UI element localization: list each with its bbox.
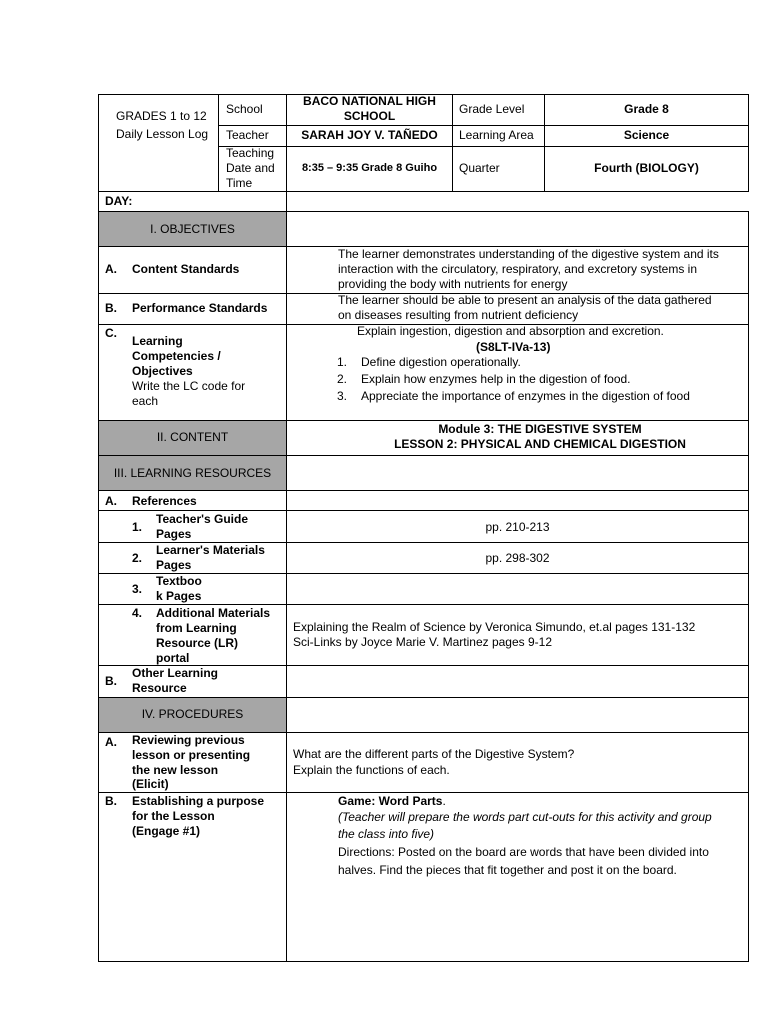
content-lesson: LESSON 2: PHYSICAL AND CHEMICAL DIGESTION <box>394 437 686 451</box>
rule <box>98 191 749 192</box>
lm-label-line2: Pages <box>156 558 192 572</box>
review-letter: A. <box>105 735 117 749</box>
rule <box>98 510 749 511</box>
tg-num: 1. <box>132 520 143 534</box>
content-standards-label: Content Standards <box>132 262 240 276</box>
objective-2-text: Explain how enzymes help in the digestion of food. <box>361 372 631 386</box>
am-value-line1: Explaining the Realm of Science by Veronica Simundo, et.al pages 131-132 <box>293 620 696 634</box>
quarter-value: Fourth (BIOLOGY) <box>594 161 699 175</box>
purpose-letter: B. <box>105 794 117 808</box>
performance-standards-label: Performance Standards <box>132 301 268 315</box>
objective-2-num: 2. <box>337 372 348 386</box>
teacher-note-line1: (Teacher will prepare the words part cut-outs for this activity and group <box>338 810 712 824</box>
resources-heading: III. LEARNING RESOURCES <box>113 466 272 480</box>
school-value-line2: SCHOOL <box>343 109 396 123</box>
competencies-code: (S8LT-IVa-13) <box>476 340 551 354</box>
purpose-label-line1: Establishing a purpose <box>132 794 265 808</box>
objective-3-num: 3. <box>337 389 348 403</box>
rule <box>98 697 749 698</box>
directions-line2: halves. Find the pieces that fit together and post it on the board. <box>338 863 677 877</box>
content-standards-text-line1: The learner demonstrates understanding of the digestive system and its <box>338 247 719 261</box>
am-label-line4: portal <box>156 651 190 665</box>
other-resource-label-line2: Resource <box>132 681 187 695</box>
rule <box>98 961 749 962</box>
content-standards-text-line3: providing the body with nutrients for energy <box>338 277 568 291</box>
content-standards-text-line2: interaction with the circulatory, respiratory, and excretory systems in <box>338 262 698 276</box>
tb-label-line1: Textboo <box>156 574 202 588</box>
objectives-heading: I. OBJECTIVES <box>150 222 235 236</box>
rule <box>218 125 749 126</box>
procedures-heading: IV. PROCEDURES <box>141 707 244 721</box>
references-letter: A. <box>105 494 117 508</box>
tg-label-line2: Pages <box>156 527 192 541</box>
school-value-line1: BACO NATIONAL HIGH <box>303 94 436 108</box>
rule <box>218 146 749 147</box>
teaching-label-line2: Date and <box>226 161 275 175</box>
rule <box>98 792 749 793</box>
grades-label: GRADES 1 to 12 <box>116 109 207 123</box>
teacher-value: SARAH JOY V. TAÑEDO <box>301 128 438 142</box>
competencies-label-line4: Write the LC code for <box>132 379 246 393</box>
am-value-line2: Sci-Links by Joyce Marie V. Martinez pages 9-12 <box>293 635 553 649</box>
am-label-line1: Additional Materials <box>156 606 271 620</box>
rule <box>98 191 99 962</box>
competencies-label-line1: Learning <box>132 334 183 348</box>
review-label-line4: (Elicit) <box>132 777 169 791</box>
day-label: DAY: <box>105 194 133 208</box>
lm-label-line1: Learner's Materials <box>156 543 265 557</box>
grade-level-label: Grade Level <box>459 102 525 116</box>
competencies-label-line5: each <box>132 394 159 408</box>
references-label: References <box>132 494 197 508</box>
objective-3-text: Appreciate the importance of enzymes in the digestion of food <box>361 389 690 403</box>
objective-1-text: Define digestion operationally. <box>361 355 521 369</box>
am-num: 4. <box>132 606 143 620</box>
content-standards-letter: A. <box>105 262 117 276</box>
rule <box>98 420 749 421</box>
tg-label-line1: Teacher's Guide <box>156 512 248 526</box>
rule <box>748 94 749 191</box>
game-title <box>338 794 446 809</box>
content-heading: II. CONTENT <box>156 430 229 444</box>
learning-area-label: Learning Area <box>459 128 534 142</box>
quarter-label: Quarter <box>459 161 500 175</box>
review-label-line2: lesson or presenting <box>132 748 251 762</box>
content-module: Module 3: THE DIGESTIVE SYSTEM <box>438 422 642 436</box>
grade-level-value: Grade 8 <box>624 102 669 116</box>
rule <box>98 455 749 456</box>
teaching-time-value: 8:35 – 9:35 Grade 8 Guiho <box>301 162 438 174</box>
rule <box>98 604 749 605</box>
review-text-line2: Explain the functions of each. <box>293 763 450 777</box>
tb-num: 3. <box>132 582 143 596</box>
rule <box>452 94 453 191</box>
tg-pages-value: pp. 210-213 <box>485 520 550 534</box>
performance-standards-letter: B. <box>105 301 117 315</box>
lm-pages-value: pp. 298-302 <box>485 551 550 565</box>
teacher-label: Teacher <box>226 128 269 142</box>
directions-line1: Directions: Posted on the board are words that have been divided into <box>338 845 709 859</box>
review-label-line1: Reviewing previous <box>132 733 245 747</box>
objective-1-num: 1. <box>337 355 348 369</box>
dll-label: Daily Lesson Log <box>116 127 209 141</box>
review-label-line3: the new lesson <box>132 763 219 777</box>
am-label-line3: Resource (LR) <box>156 636 239 650</box>
tb-label-line2: k Pages <box>156 589 202 603</box>
performance-standards-text-line1: The learner should be able to present an analysis of the data gathered <box>338 293 712 307</box>
rule <box>98 94 99 191</box>
performance-standards-text-line2: on diseases resulting from nutrient deficiency <box>338 308 579 322</box>
other-resource-label-line1: Other Learning <box>132 666 219 680</box>
rule <box>218 94 219 191</box>
competencies-intro: Explain ingestion, digestion and absorption and excretion. <box>357 324 664 338</box>
game-title-bold: Game: Word Parts <box>338 794 443 808</box>
lm-num: 2. <box>132 551 143 565</box>
learning-area-value: Science <box>623 128 670 142</box>
teaching-label-line3: Time <box>226 176 253 190</box>
review-text-line1: What are the different parts of the Digestive System? <box>293 747 575 761</box>
am-label-line2: from Learning <box>156 621 237 635</box>
teaching-label-line1: Teaching <box>226 146 275 160</box>
game-title-dot: . <box>442 794 446 808</box>
other-resource-letter: B. <box>105 674 117 688</box>
competencies-letter: C. <box>105 326 117 340</box>
rule <box>98 211 749 212</box>
purpose-label-line2: for the Lesson <box>132 809 215 823</box>
rule <box>286 191 287 962</box>
competencies-label-line2: Competencies / <box>132 349 221 363</box>
school-label: School <box>226 102 263 116</box>
teacher-note-line2: the class into five) <box>338 827 435 841</box>
rule <box>98 490 749 491</box>
purpose-label-line3: (Engage #1) <box>132 824 201 838</box>
competencies-label-line3: Objectives <box>132 364 193 378</box>
